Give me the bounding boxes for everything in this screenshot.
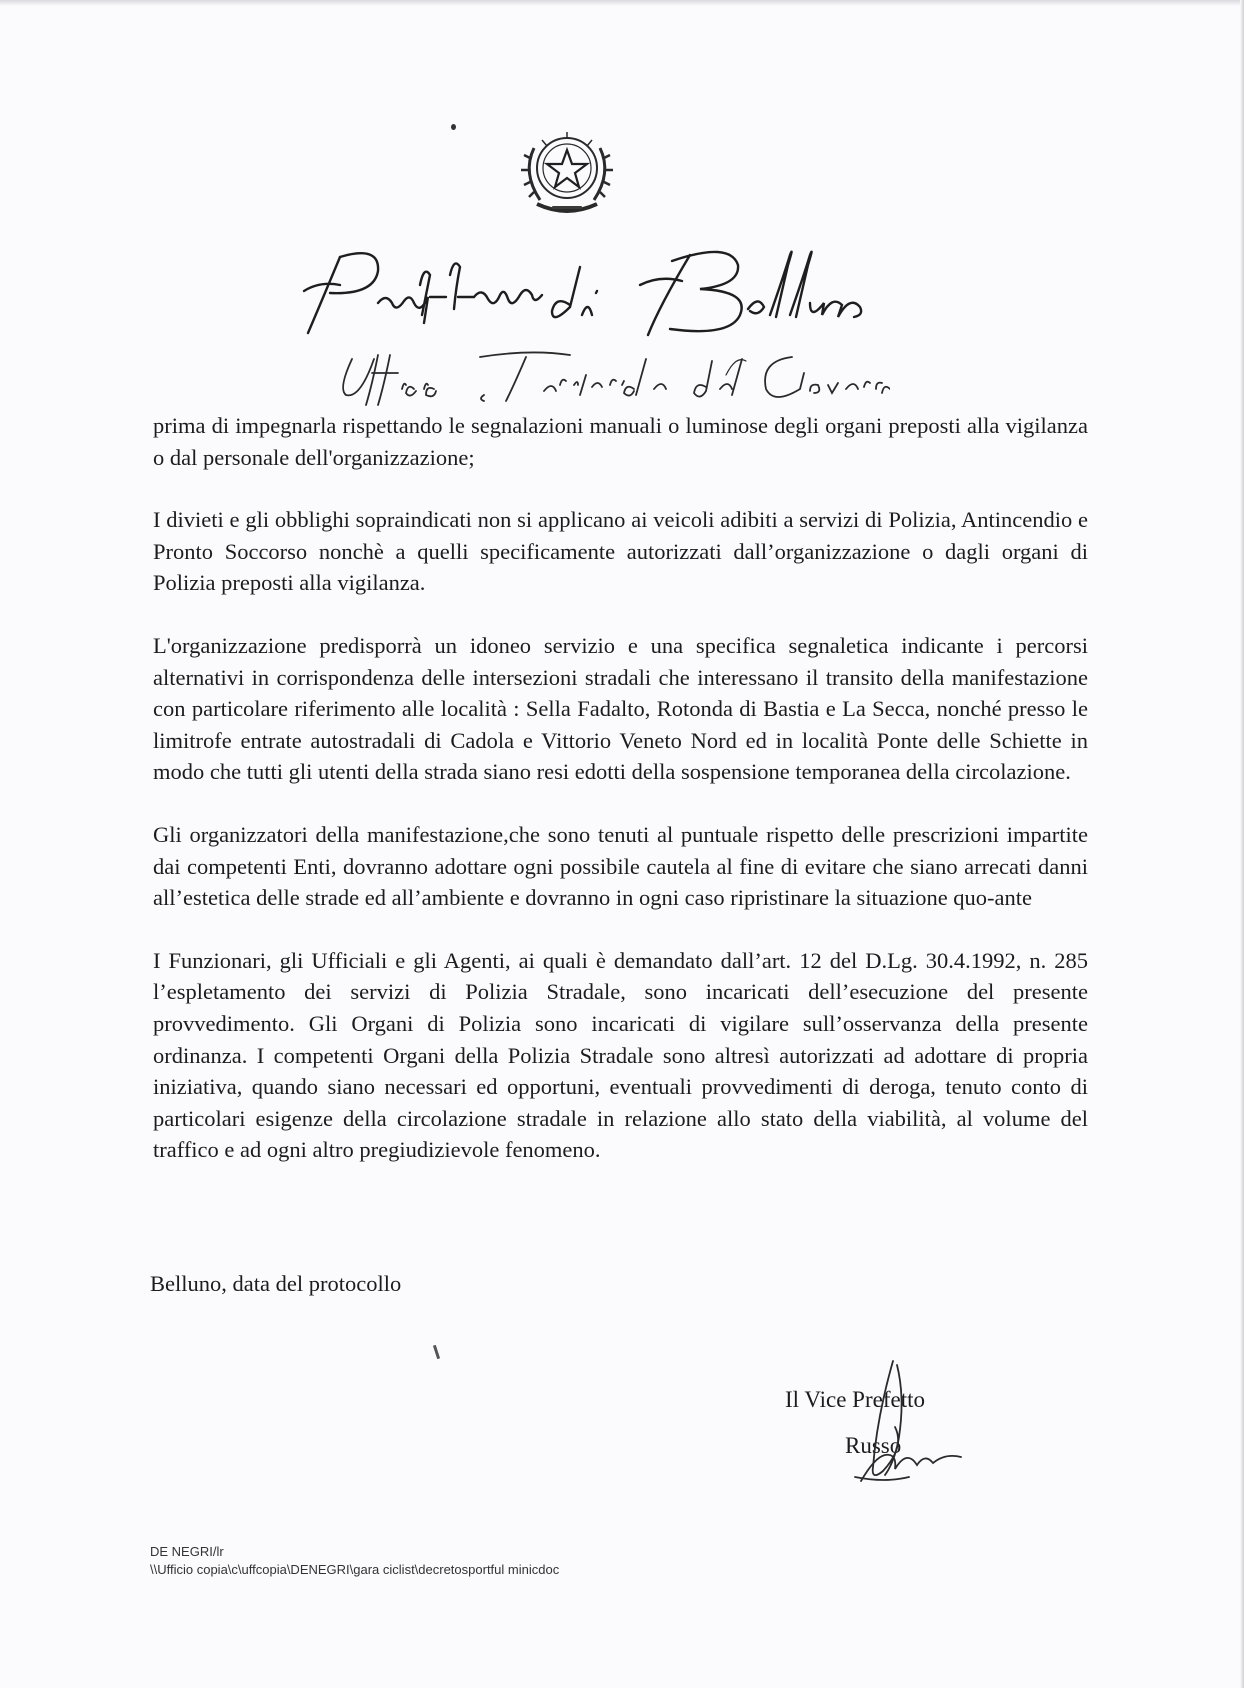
letterhead-title-script	[300, 245, 940, 340]
file-path: \\Ufficio copia\c\uffcopia\DENEGRI\gara ciclist\decretosportful minicdoc	[150, 1562, 560, 1577]
ordinance-body	[153, 410, 1088, 1197]
stray-dot-mark	[451, 124, 456, 130]
stray-pen-mark	[433, 1345, 440, 1359]
scan-shadow-right	[1240, 0, 1244, 1688]
document-reference	[150, 1543, 559, 1579]
paragraph-organizers: Gli organizzatori della manifestazione,che sono tenuti al puntuale rispetto delle prescrizioni impartite dai competenti Enti, dovranno adottare ogni possibile cautela al fine di evitare che siano arrecati danni all’estetica delle strade ed all’ambiente e dovranno in ogni caso ripristinare la situazione quo-ante	[153, 821, 1088, 911]
paragraph-signals: prima di impegnarla rispettando le segnalazioni manuali o luminose degli organi preposti alla vigilanza o dal personale dell'organizzazione;	[153, 413, 1088, 470]
letterhead-subtitle-script	[330, 345, 890, 410]
paragraph-signage: L'organizzazione predisporrà un idoneo servizio e una specifica segnaletica indicante i percorsi alternativi in corrispondenza delle intersezioni stradali che interessano il transito della manifestazione con particolare riferimento alle località : Sella Fadalto, Rotonda di Bastia e La Secca, nonché presso le limitrofe entrate autostradali di Cadola e Vittorio Veneto Nord ed in località Ponte delle Schiette in modo che tutti gli utenti della strada siano resi edotti della sospensione temporanea della circolazione.	[153, 632, 1088, 785]
signatory-role: Il Vice Prefetto	[785, 1387, 925, 1412]
signatory-name: Russo	[845, 1433, 902, 1458]
place-and-date: Belluno, data del protocollo	[150, 1271, 402, 1296]
author-initials: DE NEGRI/lr	[150, 1544, 224, 1559]
scan-shadow-top	[0, 0, 1244, 6]
paragraph-exemptions: I divieti e gli obblighi sopraindicati non si applicano ai veicoli adibiti a servizi di Polizia, Antincendio e Pronto Soccorso nonchè a quelli specificamente autorizzati dall’organizzazione o dagli organi di Polizia preposti alla vigilanza.	[153, 507, 1088, 596]
italian-republic-emblem-icon	[512, 118, 622, 228]
paragraph-enforcement: I Funzionari, gli Ufficiali e gli Agenti, ai quali è demandato dall’art. 12 del D.Lg. 30.4.1992, n. 285 l’espletamento dei servizi di Polizia Stradale, sono incaricati dell’esecuzione del presente provvedimento. Gli Organi di Polizia sono incaricati di vigilare sull’osservanza della presente ordinanza. I competenti Organi della Polizia Stradale sono altresì autorizzati ad adottare di propria iniziativa, quando siano necessari ed opportuni, eventuali provvedimenti di deroga, tenuto conto di particolari esigenze della circolazione stradale in relazione allo stato della viabilità, al volume del traffico e ad ogni altro pregiudizievole fenomeno.	[153, 947, 1088, 1163]
handwritten-signature	[825, 1357, 995, 1487]
signature-block	[785, 1387, 1015, 1497]
